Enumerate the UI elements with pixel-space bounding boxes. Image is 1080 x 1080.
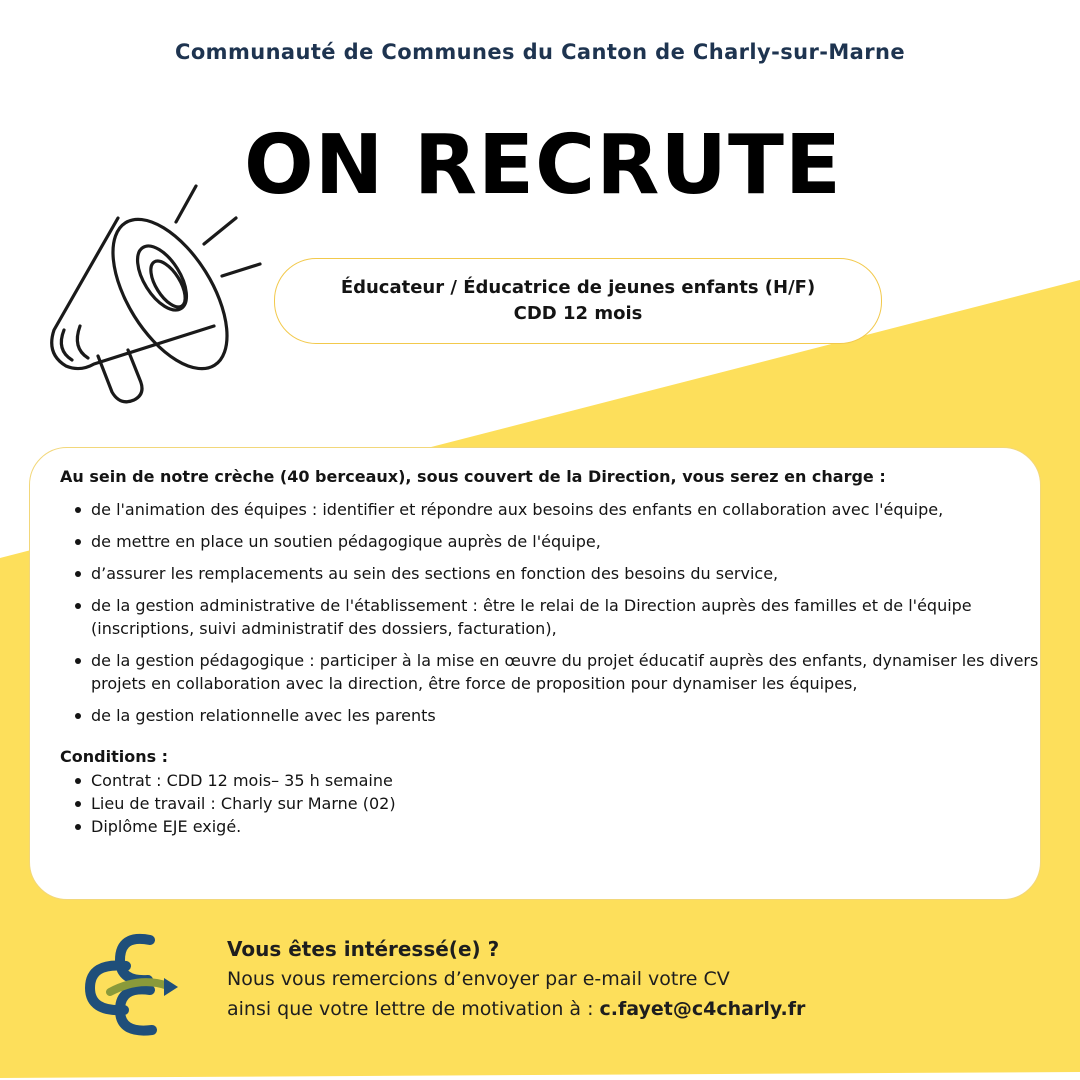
conditions-list [60,769,1040,838]
contact-question: Vous êtes intéressé(e) ? [227,937,500,961]
contact-line-1: Nous vous remercions d’envoyer par e-mail votre CV [227,968,730,990]
contact-line-2 [227,994,805,1024]
job-contract: CDD 12 mois [513,303,643,324]
missions-intro: Au sein de notre crèche (40 berceaux), sous couvert de la Direction, vous serez en charge : [60,467,886,486]
job-title-pill [274,258,882,344]
organization-name: Communauté de Communes du Canton de Charly-sur-Marne [175,40,905,64]
list-item: d’assurer les remplacements au sein des sections en fonction des besoins du service, [60,562,1040,585]
contact-block [227,934,805,1024]
contact-email-link[interactable]: c.fayet@c4charly.fr [599,998,806,1020]
list-item: Diplôme EJE exigé. [60,815,1040,838]
list-item: de mettre en place un soutien pédagogique auprès de l'équipe, [60,530,1040,553]
list-item: de l'animation des équipes : identifier et répondre aux besoins des enfants en collaboration avec l'équipe, [60,498,1040,521]
megaphone-icon [36,180,276,410]
list-item: Contrat : CDD 12 mois– 35 h semaine [60,769,1040,792]
list-item: Lieu de travail : Charly sur Marne (02) [60,792,1040,815]
headline: ON RECRUTE [244,118,842,213]
contact-line-2-text: ainsi que votre lettre de motivation à : [227,998,600,1020]
list-item: de la gestion administrative de l'établissement : être le relai de la Direction auprès des familles et de l'équipe (inscriptions, suivi administratif des dossiers, facturation), [60,594,1011,640]
conditions-title: Conditions : [60,747,169,766]
job-title: Éducateur / Éducatrice de jeunes enfants (H/F) [340,277,816,298]
job-description-card [29,447,1041,900]
list-item: de la gestion relationnelle avec les parents [60,704,1040,727]
c4-logo [80,930,180,1040]
list-item: de la gestion pédagogique : participer à la mise en œuvre du projet éducatif auprès des enfants, dynamiser les divers projets en collaboration avec la direction, être force de proposition pour dynamiser les équipes, [60,649,1041,695]
missions-list [60,498,1040,727]
